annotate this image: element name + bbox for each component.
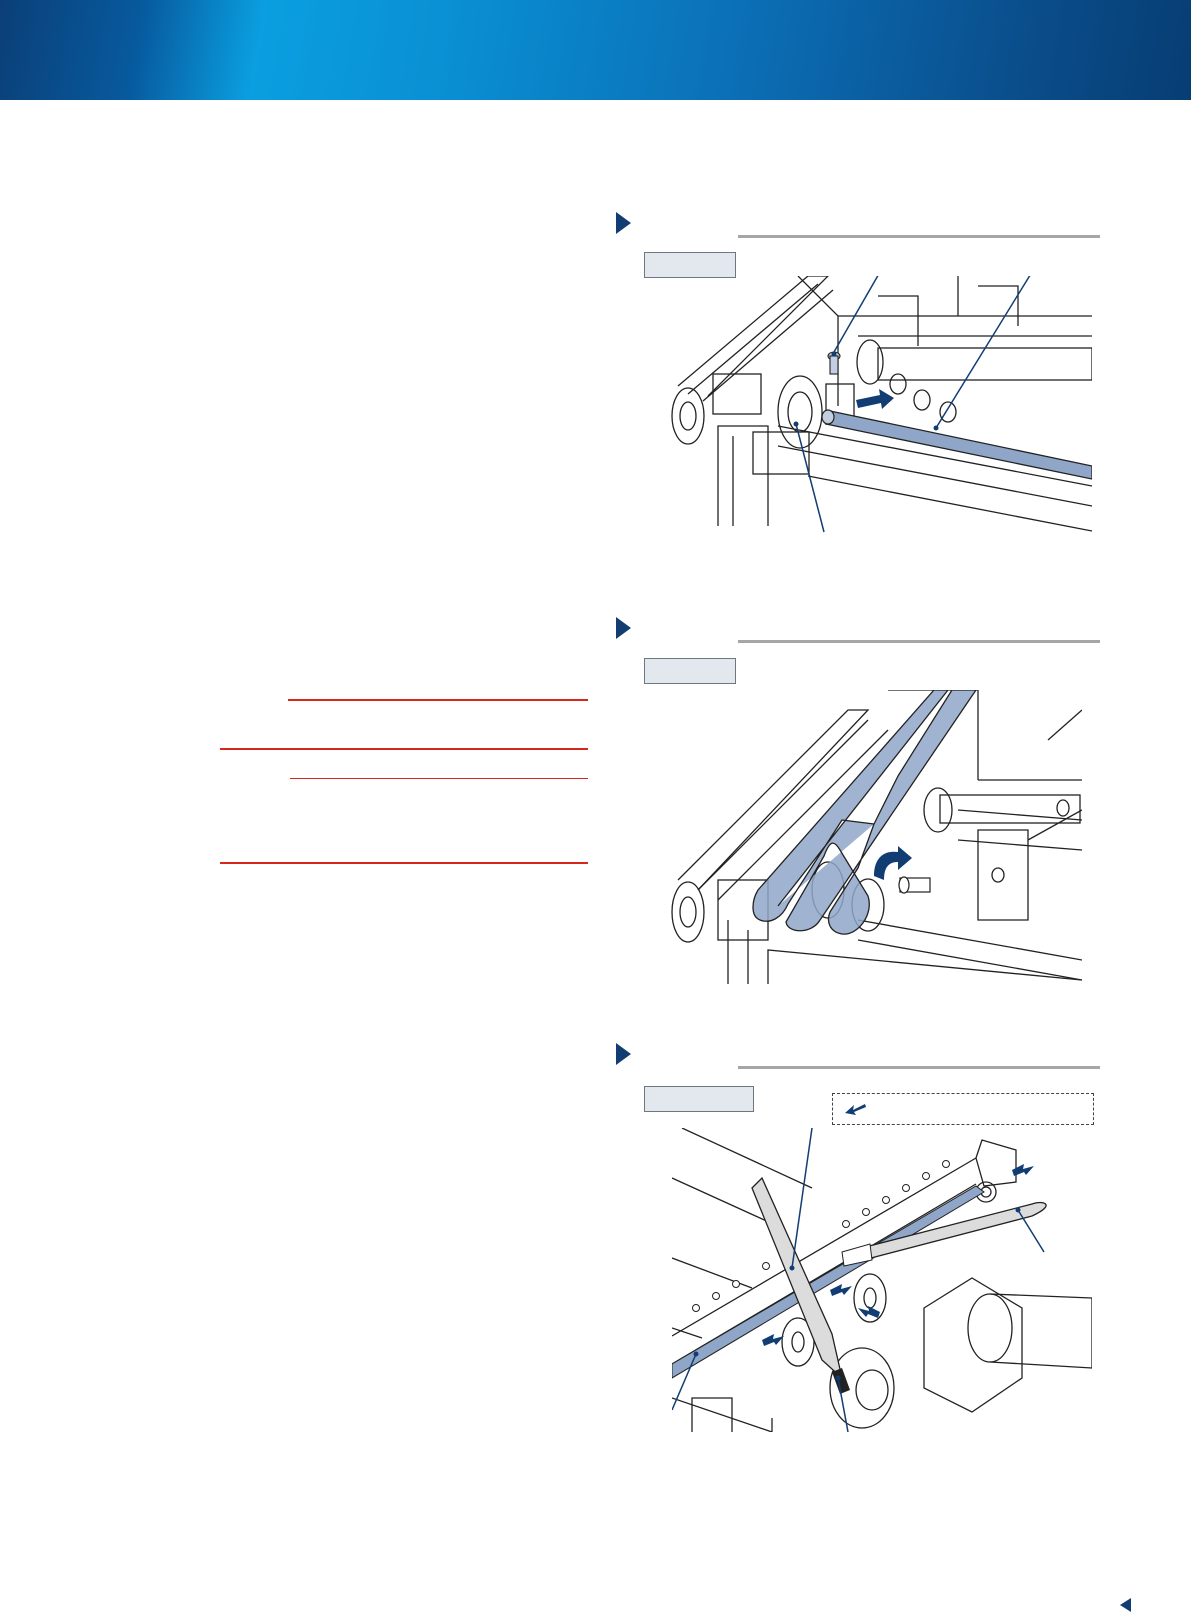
step-arrow-icon <box>616 617 631 639</box>
roller-2 <box>854 1274 886 1322</box>
belt-highlighted <box>753 690 976 934</box>
shaft-end <box>968 1294 1012 1362</box>
step-heading-1 <box>616 212 1100 242</box>
step-heading-3 <box>616 1043 1100 1073</box>
legend-arrow-icon <box>845 1102 867 1116</box>
figure-belt-removal <box>658 690 1082 984</box>
step-arrow-icon <box>616 212 631 234</box>
warning-rule-top <box>288 699 588 701</box>
step-label-box-3 <box>644 1086 754 1112</box>
page-back-icon[interactable] <box>1120 1598 1131 1612</box>
figure-cleaning-points <box>672 1128 1092 1432</box>
tension-pulley <box>899 877 930 893</box>
pulley-left <box>672 882 704 942</box>
step-label-box-2 <box>644 658 736 684</box>
warning-rule-mid <box>220 748 588 750</box>
pull-arrow-icon <box>856 389 894 409</box>
step-rule <box>738 1066 1100 1069</box>
figure-shaft-removal <box>658 276 1092 534</box>
step-label-box-1 <box>644 252 736 278</box>
shaft-collar <box>857 340 883 384</box>
leader-lines <box>672 1128 1044 1432</box>
pulley-left <box>672 388 704 444</box>
step-rule <box>738 235 1100 238</box>
warning-rule-bottom <box>220 862 588 864</box>
step-rule <box>738 640 1100 643</box>
header-band <box>0 0 1191 100</box>
shaft-highlighted <box>826 411 1092 479</box>
bearing-block <box>713 374 761 414</box>
legend-note-box <box>832 1093 1094 1125</box>
lift-arrow-icon <box>874 846 912 880</box>
step-arrow-icon <box>616 1043 631 1065</box>
step-heading-2 <box>616 617 1100 647</box>
warning-rule-sub <box>290 778 588 779</box>
